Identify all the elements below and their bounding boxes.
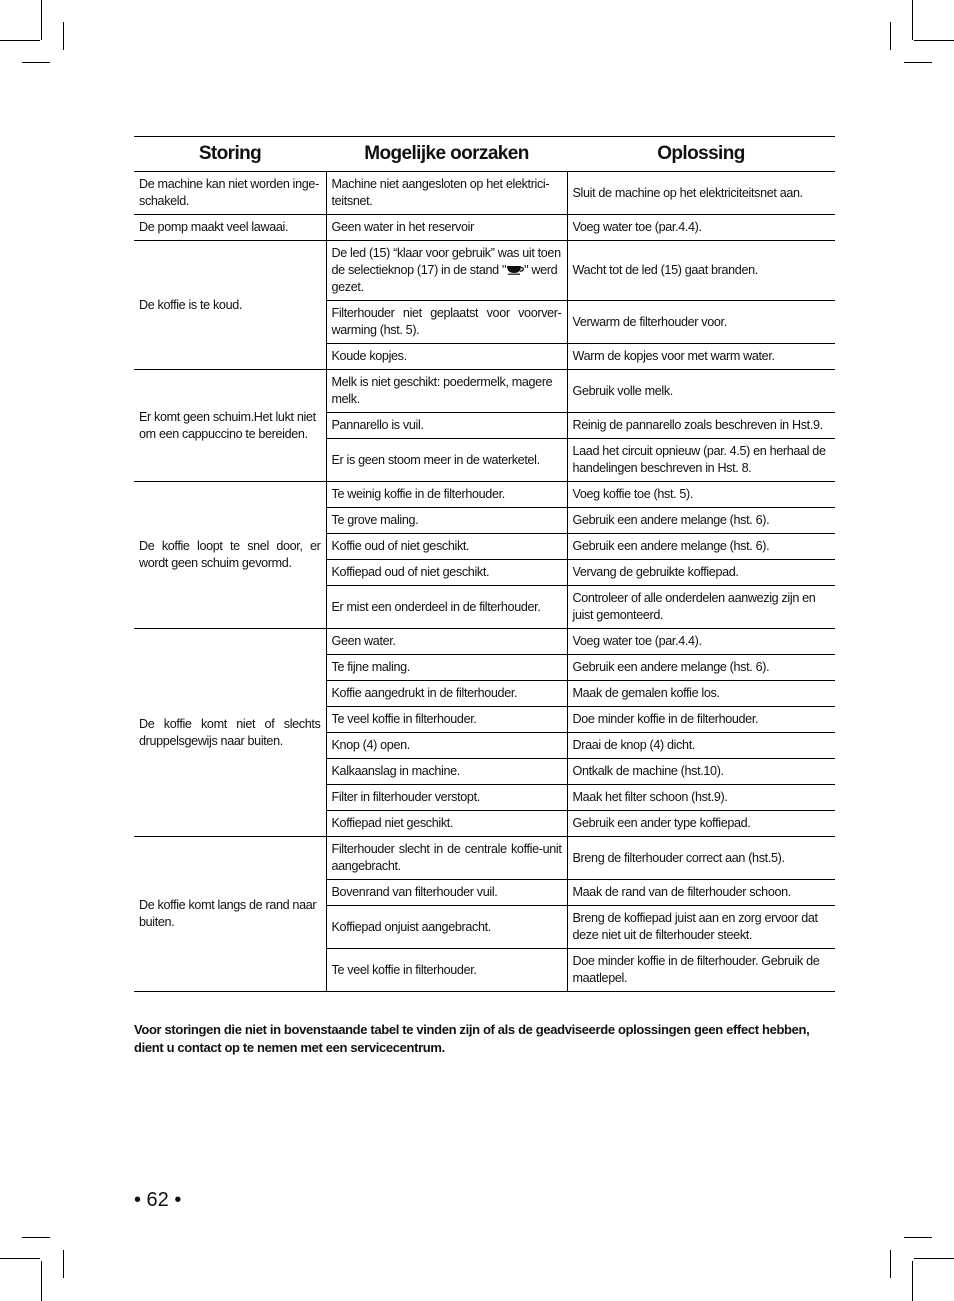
solution-cell: Voeg koffie toe (hst. 5).	[567, 482, 835, 508]
cause-text: " werd gezet.	[331, 263, 558, 294]
solution-cell: Wacht tot de led (15) gaat branden.	[567, 241, 835, 301]
cause-cell: Filterhouder niet geplaatst voor voorver-warming (hst. 5).	[326, 301, 567, 344]
table-row	[134, 241, 835, 301]
cause-cell: Filter in filterhouder verstopt.	[326, 785, 567, 811]
problem-cell: Er komt geen schuim.Het lukt niet om een cappuccino te bereiden.	[134, 370, 326, 482]
solution-cell: Gebruik een ander type koffiepad.	[567, 811, 835, 837]
table-row	[134, 370, 835, 413]
table-row	[134, 482, 835, 508]
solution-cell: Voeg water toe (par.4.4).	[567, 215, 835, 241]
cause-cell: Koffiepad onjuist aangebracht.	[326, 906, 567, 949]
solution-cell: Vervang de gebruikte koffiepad.	[567, 560, 835, 586]
cause-cell: Kalkaanslag in machine.	[326, 759, 567, 785]
troubleshooting-section	[134, 136, 835, 992]
cause-cell: Te veel koffie in filterhouder.	[326, 949, 567, 992]
solution-cell: Draai de knop (4) dicht.	[567, 733, 835, 759]
solution-cell: Sluit de machine op het elektriciteitsnet aan.	[567, 172, 835, 215]
solution-cell: Maak de gemalen koffie los.	[567, 681, 835, 707]
cause-cell: Bovenrand van filterhouder vuil.	[326, 880, 567, 906]
solution-cell: Ontkalk de machine (hst.10).	[567, 759, 835, 785]
cup-icon	[506, 265, 524, 275]
cause-cell: Geen water.	[326, 629, 567, 655]
table-header-row	[134, 137, 835, 172]
troubleshooting-table	[134, 136, 835, 992]
cause-cell: Koffiepad oud of niet geschikt.	[326, 560, 567, 586]
problem-cell: De pomp maakt veel lawaai.	[134, 215, 326, 241]
solution-cell: Maak het filter schoon (hst.9).	[567, 785, 835, 811]
cause-cell: Koffiepad niet geschikt.	[326, 811, 567, 837]
column-header-storing: Storing	[134, 137, 326, 172]
cause-cell: Koude kopjes.	[326, 344, 567, 370]
solution-cell: Maak de rand van de filterhouder schoon.	[567, 880, 835, 906]
page-number: • 62 •	[134, 1189, 182, 1211]
problem-cell: De koffie komt niet of slechts druppelsgewijs naar buiten.	[134, 629, 326, 837]
cause-cell: Te fijne maling.	[326, 655, 567, 681]
solution-cell: Reinig de pannarello zoals beschreven in Hst.9.	[567, 413, 835, 439]
cause-cell: Er mist een onderdeel in de filterhouder.	[326, 586, 567, 629]
cause-cell: Te weinig koffie in de filterhouder.	[326, 482, 567, 508]
cause-cell: Koffie oud of niet geschikt.	[326, 534, 567, 560]
problem-cell: De koffie is te koud.	[134, 241, 326, 370]
cause-cell: Te grove maling.	[326, 508, 567, 534]
cause-cell: Pannarello is vuil.	[326, 413, 567, 439]
solution-cell: Doe minder koffie in de filterhouder.	[567, 707, 835, 733]
cause-text: De led (15) “klaar voor gebruik” was uit toen de selectieknop (17) in de stand "	[331, 246, 561, 277]
cause-cell: Melk is niet geschikt: poedermelk, magere melk.	[326, 370, 567, 413]
problem-cell: De koffie loopt te snel door, er wordt geen schuim gevormd.	[134, 482, 326, 629]
solution-cell: Voeg water toe (par.4.4).	[567, 629, 835, 655]
solution-cell: Controleer of alle onderdelen aanwezig zijn en juist gemonteerd.	[567, 586, 835, 629]
table-row	[134, 215, 835, 241]
solution-cell: Laad het circuit opnieuw (par. 4.5) en herhaal de handelingen beschreven in Hst. 8.	[567, 439, 835, 482]
solution-cell: Breng de filterhouder correct aan (hst.5).	[567, 837, 835, 880]
problem-cell: De koffie komt langs de rand naar buiten.	[134, 837, 326, 992]
solution-cell: Doe minder koffie in de filterhouder. Gebruik de maatlepel.	[567, 949, 835, 992]
solution-cell: Verwarm de filterhouder voor.	[567, 301, 835, 344]
solution-cell: Gebruik een andere melange (hst. 6).	[567, 534, 835, 560]
cause-cell: Filterhouder slecht in de centrale koffie-unit aangebracht.	[326, 837, 567, 880]
service-center-note: Voor storingen die niet in bovenstaande tabel te vinden zijn of als de geadviseerde oplossingen geen effect hebben, dient u contact op te nemen met een servicecentrum.	[134, 1022, 810, 1055]
cause-cell: Knop (4) open.	[326, 733, 567, 759]
column-header-causes: Mogelijke oorzaken	[326, 137, 567, 172]
table-row	[134, 837, 835, 880]
cause-cell: Koffie aangedrukt in de filterhouder.	[326, 681, 567, 707]
cause-cell: Er is geen stoom meer in de waterketel.	[326, 439, 567, 482]
solution-cell: Breng de koffiepad juist aan en zorg ervoor dat deze niet uit de filterhouder steekt.	[567, 906, 835, 949]
problem-cell: De machine kan niet worden inge-schakeld.	[134, 172, 326, 215]
solution-cell: Gebruik een andere melange (hst. 6).	[567, 655, 835, 681]
cause-cell	[326, 241, 567, 301]
table-row	[134, 172, 835, 215]
solution-cell: Warm de kopjes voor met warm water.	[567, 344, 835, 370]
column-header-solution: Oplossing	[567, 137, 835, 172]
solution-cell: Gebruik een andere melange (hst. 6).	[567, 508, 835, 534]
cause-cell: Te veel koffie in filterhouder.	[326, 707, 567, 733]
cause-cell: Geen water in het reservoir	[326, 215, 567, 241]
table-row	[134, 629, 835, 655]
cause-cell: Machine niet aangesloten op het elektrici-teitsnet.	[326, 172, 567, 215]
solution-cell: Gebruik volle melk.	[567, 370, 835, 413]
